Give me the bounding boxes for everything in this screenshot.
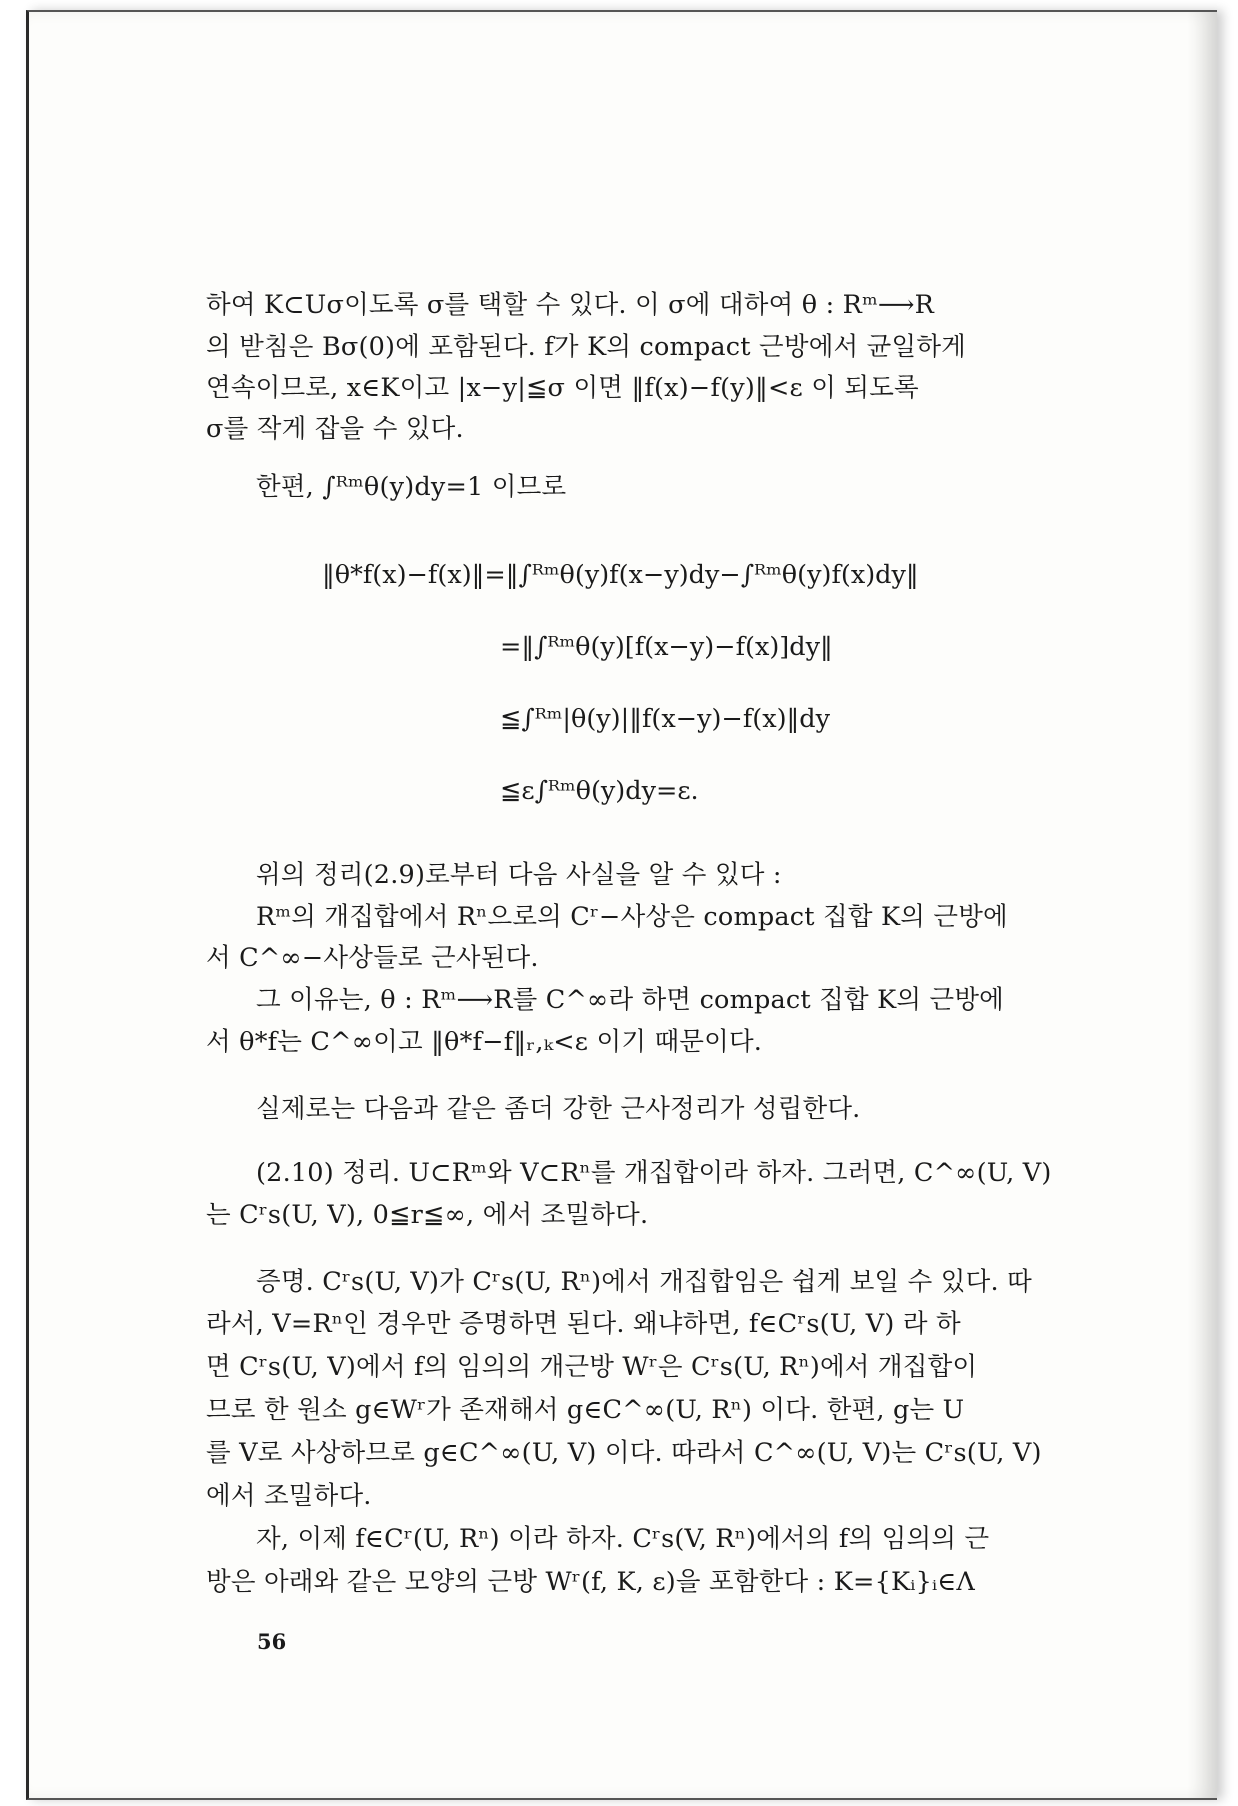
text-line: 자, 이제 f∈Cʳ(U, Rⁿ) 이라 하자. Cʳs(V, Rⁿ)에서의 f의 임의의 근 — [256, 1524, 990, 1554]
text-line: Rᵐ의 개집합에서 Rⁿ으로의 Cʳ−사상은 compact 집합 K의 근방에 — [256, 902, 1008, 932]
text-line: 위의 정리(2.9)로부터 다음 사실을 알 수 있다 : — [256, 860, 782, 890]
text-line: 하여 K⊂Uσ이도록 σ를 택할 수 있다. 이 σ에 대하여 θ : Rᵐ⟶R — [206, 290, 935, 320]
text-line: 서 θ*f는 C^∞이고 ‖θ*f−f‖ᵣ,ₖ<ε 이기 때문이다. — [206, 1027, 763, 1057]
equation-line: ≦∫ᴿᵐ|θ(y)|‖f(x−y)−f(x)‖dy — [500, 704, 831, 734]
text-line: 라서, V=Rⁿ인 경우만 증명하면 된다. 왜냐하면, f∈Cʳs(U, V) 라 하 — [206, 1309, 961, 1339]
text-line: 를 V로 사상하므로 g∈C^∞(U, V) 이다. 따라서 C^∞(U, V)는 Cʳs(U, V) — [206, 1438, 1042, 1468]
equation-line: ≦ε∫ᴿᵐθ(y)dy=ε. — [500, 776, 699, 806]
text-line: 한편, ∫ᴿᵐθ(y)dy=1 이므로 — [256, 472, 567, 502]
text-line: 연속이므로, x∈K이고 |x−y|≦σ 이면 ‖f(x)−f(y)‖<ε 이 되도록 — [206, 373, 919, 403]
proof-start: 증명. Cʳs(U, V)가 Cʳs(U, Rⁿ)에서 개집합임은 쉽게 보일 수 있다. 따 — [256, 1267, 1032, 1297]
text-line: 서 C^∞−사상들로 근사된다. — [206, 943, 539, 973]
text-line: 의 받침은 Bσ(0)에 포함된다. f가 K의 compact 근방에서 균일하게 — [206, 332, 967, 362]
equation-line: ‖θ*f(x)−f(x)‖=‖∫ᴿᵐθ(y)f(x−y)dy−∫ᴿᵐθ(y)f(x)dy‖ — [322, 560, 919, 590]
text-line: 므로 한 원소 g∈Wʳ가 존재해서 g∈C^∞(U, Rⁿ) 이다. 한편, g는 U — [206, 1395, 965, 1425]
text-line: 그 이유는, θ : Rᵐ⟶R를 C^∞라 하면 compact 집합 K의 근방에 — [256, 985, 1005, 1015]
text-line: 에서 조밀하다. — [206, 1481, 372, 1511]
text-line: 방은 아래와 같은 모양의 근방 Wʳ(f, K, ε)을 포함한다 : K={Kᵢ}ᵢ∈Λ — [206, 1567, 976, 1597]
theorem-statement: (2.10) 정리. U⊂Rᵐ와 V⊂Rⁿ를 개집합이라 하자. 그러면, C^∞(U, V) — [256, 1158, 1052, 1188]
text-line: σ를 작게 잡을 수 있다. — [206, 414, 464, 444]
text-line: 는 Cʳs(U, V), 0≦r≦∞, 에서 조밀하다. — [206, 1200, 649, 1230]
equation-line: =‖∫ᴿᵐθ(y)[f(x−y)−f(x)]dy‖ — [500, 632, 833, 662]
text-line: 면 Cʳs(U, V)에서 f의 임의의 개근방 Wʳ은 Cʳs(U, Rⁿ)에서 개집합이 — [206, 1352, 978, 1382]
text-line: 실제로는 다음과 같은 좀더 강한 근사정리가 성립한다. — [256, 1094, 861, 1124]
page-number: 56 — [257, 1629, 287, 1654]
